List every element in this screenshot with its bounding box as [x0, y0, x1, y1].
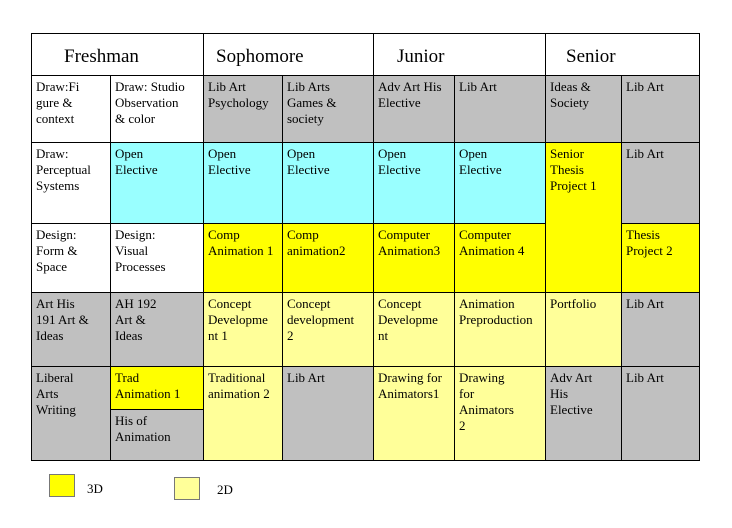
header-divider [373, 33, 374, 75]
cell-ideas-society: Ideas & Society [545, 75, 622, 143]
legend-swatch-3d [49, 474, 75, 497]
cell-computer-animation-3: Computer Animation3 [373, 223, 455, 293]
header-senior: Senior [566, 46, 616, 67]
cell-art-his-191: Art His 191 Art & Ideas [31, 292, 111, 367]
cell-computer-animation-4: Computer Animation 4 [454, 223, 546, 293]
cell-lib-art: Lib Art [621, 75, 700, 143]
cell-comp-animation-1: Comp Animation 1 [203, 223, 283, 293]
cell-traditional-animation-2: Traditional animation 2 [203, 366, 283, 461]
legend-label-2d: 2D [217, 482, 233, 497]
cell-drawing-for-animators-2: Drawing for Animators 2 [454, 366, 546, 461]
cell-trad-animation-1: Trad Animation 1 [110, 366, 204, 410]
cell-lib-art: Lib Art [621, 142, 700, 224]
cell-ah-192: AH 192 Art & Ideas [110, 292, 204, 367]
cell-lib-art: Lib Art [282, 366, 374, 461]
cell-adv-art-his-elective: Adv Art His Elective [373, 75, 455, 143]
cell-draw-perceptual-systems: Draw: Perceptual Systems [31, 142, 111, 224]
header-divider [203, 33, 204, 75]
cell-open-elective: Open Elective [203, 142, 283, 224]
cell-history-of-animation: His of Animation [110, 409, 204, 461]
header-sophomore: Sophomore [216, 46, 304, 67]
cell-lib-art: Lib Art [621, 366, 700, 461]
cell-draw-figure-context: Draw:Fi gure & context [31, 75, 111, 143]
legend-label-3d: 3D [87, 481, 103, 496]
cell-concept-development-2: Concept development 2 [282, 292, 374, 367]
cell-lib-arts-games-society: Lib Arts Games & society [282, 75, 374, 143]
cell-open-elective: Open Elective [373, 142, 455, 224]
cell-design-form-space: Design: Form & Space [31, 223, 111, 293]
cell-lib-art: Lib Art [454, 75, 546, 143]
cell-open-elective: Open Elective [282, 142, 374, 224]
cell-adv-art-his-elective: Adv Art His Elective [545, 366, 622, 461]
cell-design-visual-processes: Design: Visual Processes [110, 223, 204, 293]
cell-portfolio: Portfolio [545, 292, 622, 367]
cell-lib-art: Lib Art [621, 292, 700, 367]
header-junior: Junior [397, 46, 445, 67]
cell-senior-thesis-project-1: Senior Thesis Project 1 [545, 142, 622, 293]
header-freshman: Freshman [64, 46, 139, 67]
cell-open-elective: Open Elective [454, 142, 546, 224]
cell-animation-preproduction: Animation Preproduction [454, 292, 546, 367]
cell-draw-studio-observation: Draw: Studio Observation & color [110, 75, 204, 143]
cell-drawing-for-animators-1: Drawing for Animators1 [373, 366, 455, 461]
cell-lib-art-psychology: Lib Art Psychology [203, 75, 283, 143]
cell-liberal-arts-writing: Liberal Arts Writing [31, 366, 111, 461]
cell-open-elective: Open Elective [110, 142, 204, 224]
header-divider [545, 33, 546, 75]
cell-thesis-project-2: Thesis Project 2 [621, 223, 700, 293]
cell-concept-development: Concept Developme nt [373, 292, 455, 367]
cell-concept-development-1: Concept Developme nt 1 [203, 292, 283, 367]
cell-comp-animation-2: Comp animation2 [282, 223, 374, 293]
legend-swatch-2d [174, 477, 200, 500]
